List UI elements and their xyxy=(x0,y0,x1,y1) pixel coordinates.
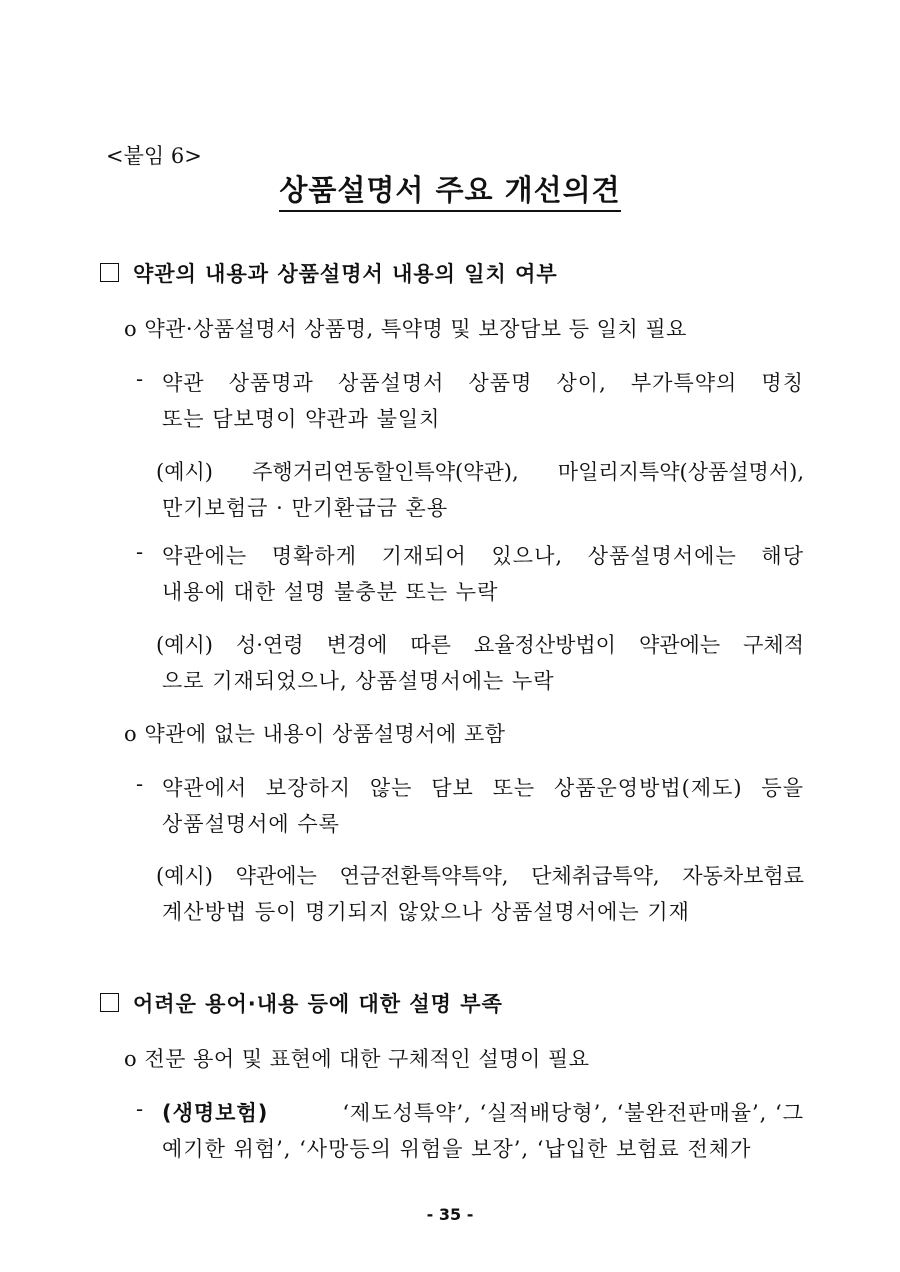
page-number: - 35 - xyxy=(426,1205,474,1224)
bullet-item: o 약관·상품설명서 상품명, 특약명 및 보장담보 등 일치 필요 xyxy=(124,317,687,341)
dash-mark: - xyxy=(136,1097,144,1121)
dash-item-line-2: 예기한 위험’, ‘사망등의 위험을 보장’, ‘납입한 보험료 전체가 xyxy=(162,1137,752,1161)
dash-item-line-1: 약관에서 보장하지 않는 담보 또는 상품운영방법(제도) 등을 xyxy=(162,776,804,800)
dash-mark: - xyxy=(136,367,144,391)
example-line-1: (예시) 약관에는 연금전환특약특약, 단체취급특약, 자동차보험료 xyxy=(156,864,804,888)
section-heading-2-text: 어려운 용어·내용 등에 대한 설명 부족 xyxy=(133,992,503,1016)
example-line-1: (예시) 성·연령 변경에 따른 요율정산방법이 약관에는 구체적 xyxy=(156,633,804,657)
section-heading-1 xyxy=(100,258,558,288)
example-line-1: (예시) 주행거리연동할인특약(약관), 마일리지특약(상품설명서), xyxy=(156,460,804,484)
checkbox-square-icon xyxy=(100,263,119,282)
document-title xyxy=(0,168,900,209)
dash-item-line-2: 또는 담보명이 약관과 불일치 xyxy=(162,407,441,431)
dash-item-line-2: 내용에 대한 설명 불충분 또는 누락 xyxy=(162,580,499,604)
dash-mark: - xyxy=(136,772,144,796)
section-heading-2 xyxy=(100,988,503,1018)
dash-item-line-1 xyxy=(162,1097,804,1127)
section-heading-1-text: 약관의 내용과 상품설명서 내용의 일치 여부 xyxy=(133,262,558,286)
document-title-text: 상품설명서 주요 개선의견 xyxy=(279,173,620,212)
example-line-2: 으로 기재되었으나, 상품설명서에는 누락 xyxy=(162,669,555,693)
bullet-item: o 전문 용어 및 표현에 대한 구체적인 설명이 필요 xyxy=(124,1047,590,1071)
dash-mark: - xyxy=(136,540,144,564)
dash-item-line-1-text: ‘제도성특약’, ‘실적배당형’, ‘불완전판매율’, ‘그 xyxy=(342,1101,804,1125)
example-line-2: 만기보험금 · 만기환급금 혼용 xyxy=(162,496,449,520)
bullet-item: o 약관에 없는 내용이 상품설명서에 포함 xyxy=(124,722,506,746)
attachment-label: <붙임 6> xyxy=(106,144,202,168)
dash-item-line-2: 상품설명서에 수록 xyxy=(162,812,340,836)
checkbox-square-icon xyxy=(100,993,119,1012)
example-line-2: 계산방법 등이 명기되지 않았으나 상품설명서에는 기재 xyxy=(162,900,690,924)
category-label: (생명보험) xyxy=(162,1101,269,1125)
dash-item-line-1: 약관 상품명과 상품설명서 상품명 상이, 부가특약의 명칭 xyxy=(162,371,804,395)
dash-item-line-1: 약관에는 명확하게 기재되어 있으나, 상품설명서에는 해당 xyxy=(162,544,804,568)
